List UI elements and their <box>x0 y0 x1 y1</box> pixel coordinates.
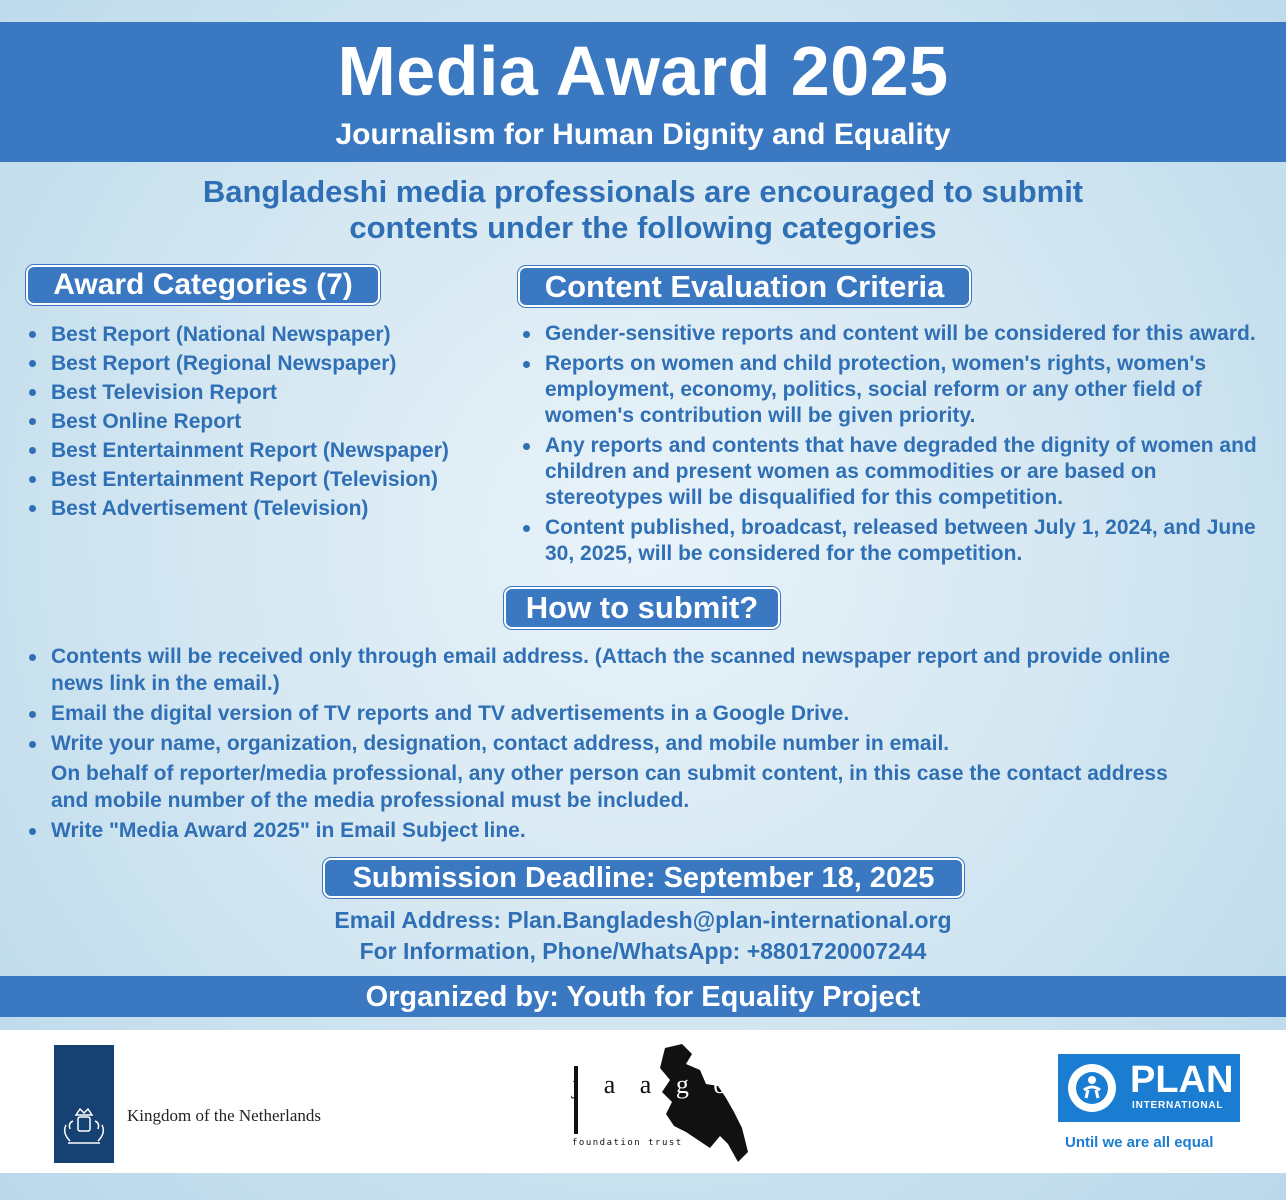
bullet-icon <box>523 525 530 532</box>
bullet-icon <box>29 828 36 835</box>
list-item-text: Write your name, organization, designation, contact address, and mobile number in email. <box>51 732 950 755</box>
jaago-letter: g <box>675 1070 689 1099</box>
netherlands-crest-icon <box>54 1045 114 1163</box>
bullet-icon <box>29 741 36 748</box>
list-item-text: Best Online Report <box>51 410 242 433</box>
list-item-text: Write "Media Award 2025" in Email Subject line. <box>51 819 526 842</box>
list-item <box>51 730 1201 757</box>
bullet-icon <box>523 331 530 338</box>
plan-subname: INTERNATIONAL <box>1132 1100 1224 1111</box>
list-item-text: Best Entertainment Report (Television) <box>51 468 439 491</box>
jaago-letter: a <box>603 1070 616 1099</box>
bullet-icon <box>523 443 530 450</box>
intro-line-2: contents under the following categories <box>349 210 937 245</box>
bullet-icon <box>29 360 36 367</box>
header-banner <box>0 22 1286 162</box>
jaago-wordmark <box>572 1070 744 1100</box>
contact-email[interactable]: Email Address: Plan.Bangladesh@plan-international.org <box>334 907 952 933</box>
list-item <box>545 433 1265 511</box>
intro-line-1: Bangladeshi media professionals are encouraged to submit <box>202 174 1084 209</box>
page-title: Media Award 2025 <box>337 32 949 110</box>
list-item <box>545 321 1265 347</box>
bullet-icon <box>29 447 36 454</box>
plan-international-logo <box>1058 1054 1240 1122</box>
list-item <box>51 700 1201 727</box>
evaluation-criteria-heading: Content Evaluation Criteria <box>518 266 971 307</box>
bullet-icon <box>523 361 530 368</box>
list-item <box>51 378 491 407</box>
organized-by-banner: Organized by: Youth for Equality Project <box>0 976 1286 1017</box>
list-item-text: Any reports and contents that have degraded the dignity of women and children and present women as commodities or are based on stereotypes will be disqualified for this competition. <box>545 434 1257 509</box>
how-to-submit-list <box>51 643 1201 847</box>
list-item <box>51 465 491 494</box>
sponsor-logos <box>0 1030 1286 1173</box>
bullet-icon <box>29 505 36 512</box>
list-item <box>545 515 1265 567</box>
list-item <box>51 407 491 436</box>
evaluation-criteria-list <box>545 321 1265 571</box>
jaago-letter: o <box>713 1070 727 1099</box>
list-item <box>545 351 1265 429</box>
jaago-subtitle: foundation trust <box>572 1138 683 1148</box>
list-item <box>51 643 1201 697</box>
list-item <box>51 760 1201 814</box>
list-item <box>51 494 491 523</box>
bullet-icon <box>29 476 36 483</box>
bullet-icon <box>29 331 36 338</box>
jaago-logo <box>560 1040 760 1165</box>
jaago-letter: j <box>572 1070 580 1099</box>
list-item-text: Best Report (Regional Newspaper) <box>51 352 397 375</box>
list-item-text: Reports on women and child protection, women's rights, women's employment, economy, politics, social reform or any other field of women's contribution will be given priority. <box>545 352 1207 427</box>
list-item <box>51 817 1201 844</box>
bullet-icon <box>29 711 36 718</box>
contact-info <box>0 905 1286 967</box>
jaago-letter: a <box>639 1070 652 1099</box>
how-to-submit-heading: How to submit? <box>504 587 780 629</box>
list-item <box>51 436 491 465</box>
submission-deadline: Submission Deadline: September 18, 2025 <box>323 858 964 898</box>
contact-phone: For Information, Phone/WhatsApp: +8801720007244 <box>359 938 927 964</box>
list-item <box>51 349 491 378</box>
list-item-text: Content published, broadcast, released between July 1, 2024, and June 30, 2025, will be considered for the competition. <box>545 516 1256 565</box>
list-item-text: Best Television Report <box>51 381 277 404</box>
bullet-icon <box>29 418 36 425</box>
page-subtitle: Journalism for Human Dignity and Equality <box>335 118 951 151</box>
list-item-text: Email the digital version of TV reports and TV advertisements in a Google Drive. <box>51 702 850 725</box>
netherlands-logo <box>54 1045 114 1163</box>
list-item-text: Gender-sensitive reports and content will be considered for this award. <box>545 322 1256 345</box>
award-categories-list <box>51 320 491 523</box>
plan-child-icon <box>1058 1054 1128 1122</box>
list-item-text: Best Report (National Newspaper) <box>51 323 391 346</box>
list-item-text: Best Advertisement (Television) <box>51 497 369 520</box>
bullet-icon <box>29 654 36 661</box>
list-item <box>51 320 491 349</box>
list-item-text: Best Entertainment Report (Newspaper) <box>51 439 449 462</box>
list-item-text: Contents will be received only through email address. (Attach the scanned newspaper report and provide online news link in the email.) <box>51 645 1171 695</box>
bullet-icon <box>29 389 36 396</box>
plan-name: PLAN <box>1130 1059 1234 1101</box>
award-categories-heading: Award Categories (7) <box>26 265 380 305</box>
list-item-text: On behalf of reporter/media professional, any other person can submit content, in this case the contact address and mobile number of the media professional must be included. <box>51 762 1168 812</box>
plan-tagline: Until we are all equal <box>1065 1134 1214 1151</box>
intro-text <box>0 174 1286 246</box>
netherlands-label: Kingdom of the Netherlands <box>127 1106 322 1125</box>
